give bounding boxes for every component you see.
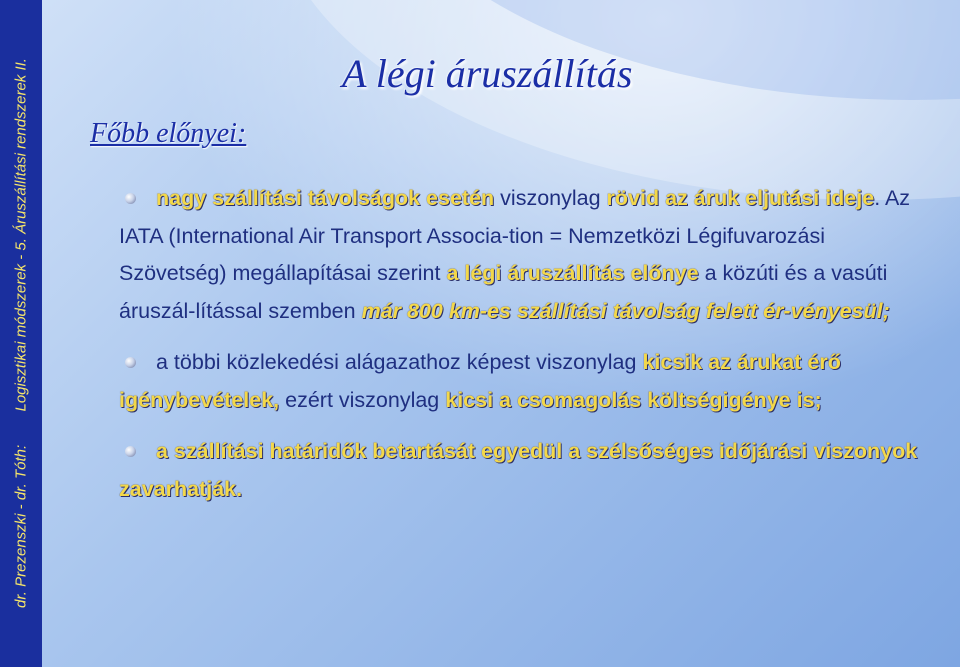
bullet-seg: kicsi a csomagolás költségigénye is; bbox=[445, 387, 822, 412]
bullet-seg: kicsik az árukat érő igénybevételek, bbox=[119, 350, 841, 412]
bullet-seg: már 800 km-es szállítási távolság felett ér-vényesül; bbox=[361, 298, 890, 323]
slide-subtitle: Főbb előnyei: bbox=[90, 118, 247, 149]
list-item bbox=[119, 180, 919, 330]
bullet-icon bbox=[125, 193, 136, 204]
bullet-seg: a közúti és a vasúti áruszál-lítással szemben bbox=[119, 261, 888, 323]
bullet-icon bbox=[125, 446, 136, 457]
sidebar-book: Logisztikai módszerek - 5. Áruszállítási rendszerek II. bbox=[12, 58, 30, 412]
list-item bbox=[119, 433, 919, 508]
slide bbox=[42, 0, 960, 667]
bullet-seg: viszonylag bbox=[494, 186, 607, 210]
bullet-seg: . Az IATA (International Air Transport Associa-tion = Nemzetközi Légifuvarozási Szövetség) megállapításai szerint bbox=[119, 186, 911, 285]
bullet-seg: a többi közlekedési alágazathoz képest viszonylag bbox=[156, 350, 643, 374]
bullet-seg: ezért viszonylag bbox=[279, 387, 446, 412]
sidebar-author: dr. Prezenszki - dr. Tóth: bbox=[12, 444, 30, 608]
slide-title: A légi áruszállítás bbox=[342, 51, 633, 96]
bullet-icon bbox=[125, 357, 136, 368]
list-item bbox=[119, 344, 919, 419]
bullet-list bbox=[119, 180, 919, 508]
bullet-seg: a szállítási határidők betartását egyedül a szélsőséges időjárási viszonyok zavarhatják. bbox=[119, 439, 918, 501]
sidebar-footer-text bbox=[13, 58, 30, 608]
bullet-seg: a légi áruszállítás előnye bbox=[446, 261, 699, 285]
sidebar bbox=[0, 0, 42, 667]
bullet-seg: nagy szállítási távolságok esetén bbox=[156, 186, 495, 210]
bullet-seg: rövid az áruk eljutási ideje bbox=[606, 186, 875, 210]
